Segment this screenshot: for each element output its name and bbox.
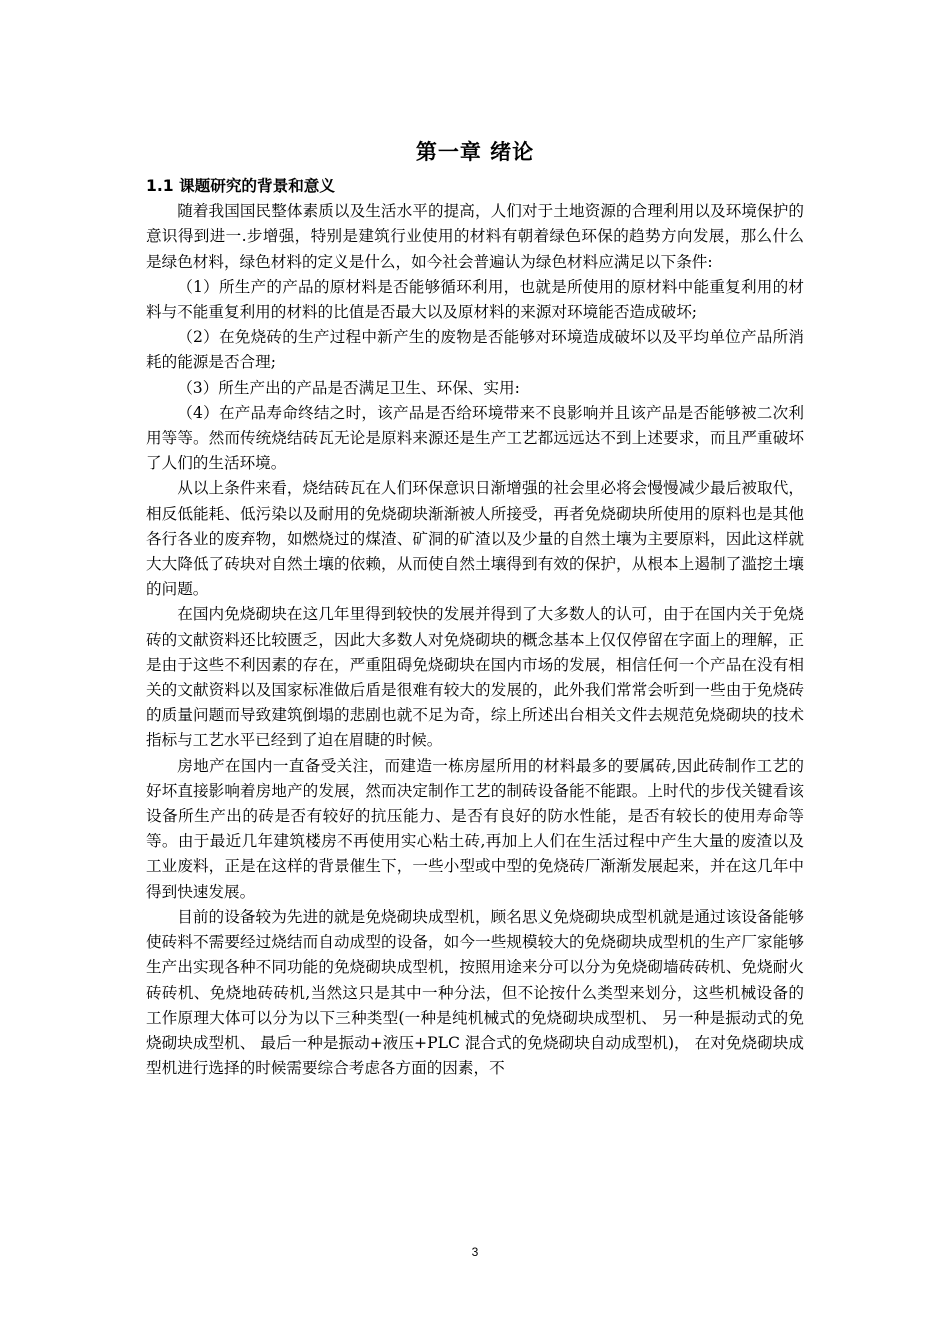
paragraph-real-estate: 房地产在国内一直备受关注，而建造一栋房屋所用的材料最多的要属砖,因此砖制作工艺的好坏直接影响着房地产的发展，然而决定制作工艺的制砖设备能不能跟。上时代的步伐关键看该设备所生产出的砖是否有较好的抗压能力、是否有良好的防水性能，是否有较长的使用寿命等等。由于最近几年建筑楼房不再使用实心粘土砖,再加上人们在生活过程中产生大量的废渣以及工业废料，正是在这样的背景催生下，一些小型或中型的免烧砖厂渐渐发展起来，并在这几年中得到快速发展。 [146, 756, 804, 901]
body-text [146, 174, 804, 1081]
paragraph-condition-2: （2）在免烧砖的生产过程中新产生的废物是否能够对环境造成破坏以及平均单位产品所消耗的能源是否合理; [146, 328, 804, 372]
paragraph-condition-1: （1）所生产的产品的原材料是否能够循环利用，也就是所使用的原材料中能重复利用的材料与不能重复利用的材料的比值是否最大以及原材料的来源对环境能否造成破坏; [146, 277, 804, 322]
paragraph-conclusion-conditions: 从以上条件来看，烧结砖瓦在人们环保意识日渐增强的社会里必将会慢慢减少最后被取代，相反低能耗、低污染以及耐用的免烧砌块渐渐被人所接受，再者免烧砌块所使用的原料也是其他各行各业的废弃物，如燃烧过的煤渣、矿洞的矿渣以及少量的自然土壤为主要原料，因此这样就大大降低了砖块对自然土壤的依赖，从而使自然土壤得到有效的保护，从根本上遏制了滥挖土壤的问题。 [146, 479, 804, 599]
paragraph-domestic-development: 在国内免烧砌块在这几年里得到较快的发展并得到了大多数人的认可，由于在国内关于免烧砖的文献资料还比较匮乏，因此大多数人对免烧砌块的概念基本上仅仅停留在字面上的理解，正是由于这些不利因素的存在，严重阻碍免烧砌块在国内市场的发展，相信任何一个产品在没有相关的文献资料以及国家标准做后盾是很难有较大的发展的，此外我们常常会听到一些由于免烧砖的质量问题而导致建筑倒塌的悲剧也就不足为奇，综上所述出台相关文件去规范免烧砌块的技术指标与工艺水平已经到了迫在眉睫的时候。 [146, 605, 804, 750]
chapter-title: 第一章 绪论 [415, 140, 535, 164]
paragraph-intro: 随着我国国民整体素质以及生活水平的提高，人们对于土地资源的合理利用以及环境保护的意识得到进一.步增强，特别是建筑行业使用的材料有朝着绿色环保的趋势方向发展，那么什么是绿色材料，绿色材料的定义是什么，如今社会普遍认为绿色材料应满足以下条件: [146, 202, 804, 271]
section-heading: 1.1 课题研究的背景和意义 [146, 177, 335, 195]
paragraph-equipment: 目前的设备较为先进的就是免烧砌块成型机，顾名思义免烧砌块成型机就是通过该设备能够使砖料不需要经过烧结而自动成型的设备，如今一些规模较大的免烧砌块成型机的生产厂家能够生产出实现各种不同功能的免烧砌块成型机，按照用途来分可以分为免烧砌墙砖砖机、免烧耐火砖砖机、免烧地砖砖机,当然这只是其中一种分法，但不论按什么类型来划分，这些机械设备的工作原理大体可以分为以下三种类型(一种是纯机械式的免烧砌块成型机、 另一种是振动式的免烧砌块成型机、 最后一种是振动+液压+PLC 混合式的免烧砌块自动成型机)， 在对免烧砌块成型机进行选择的时候需要综合考虑各方面的因素，不 [146, 907, 804, 1078]
paragraph-condition-3: （3）所生产出的产品是否满足卫生、环保、实用: [177, 378, 520, 397]
page-number: 3 [471, 1245, 479, 1259]
paragraph-condition-4: （4）在产品寿命终结之时，该产品是否给环境带来不良影响并且该产品是否能够被二次利用等等。然而传统烧结砖瓦无论是原料来源还是生产工艺都远远达不到上述要求，而且严重破坏了人们的生活环境。 [146, 403, 804, 473]
